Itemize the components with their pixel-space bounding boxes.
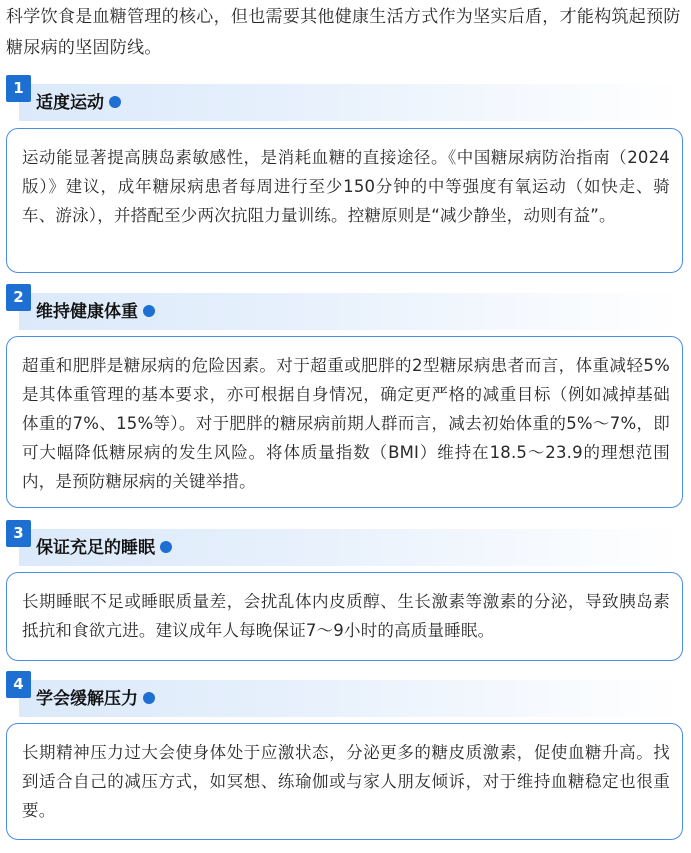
section-title-text: 维持健康体重 [36, 302, 138, 322]
section-body: 长期精神压力过大会使身体处于应激状态，分泌更多的糖皮质激素，促使血糖升高。找到适合自己的减压方式，如冥想、练瑜伽或与家人朋友倾诉，对于维持血糖稳定也很重要。 [22, 743, 670, 820]
section-title [36, 93, 121, 113]
section-title [36, 302, 155, 322]
section-card-4 [6, 723, 683, 840]
section-card-1 [6, 128, 683, 273]
section-title [36, 538, 172, 558]
dot-icon [143, 305, 155, 317]
section-header-1 [6, 75, 682, 121]
section-title-text: 保证充足的睡眠 [36, 538, 155, 558]
section-body: 超重和肥胖是糖尿病的危险因素。对于超重或肥胖的2型糖尿病患者而言，体重减轻5%是其体重管理的基本要求，亦可根据自身情况，确定更严格的减重目标（例如减掉基础体重的7%、15%等）。对于肥胖的糖尿病前期人群而言，减去初始体重的5%～7%，即可大幅降低糖尿病的发生风险。将体质量指数（BMI）维持在18.5～23.9的理想范围内，是预防糖尿病的关键举措。 [22, 356, 670, 491]
dot-icon [143, 692, 155, 704]
section-title [36, 689, 155, 709]
dot-icon [109, 96, 121, 108]
section-header-4 [6, 671, 682, 717]
section-body: 运动能显著提高胰岛素敏感性，是消耗血糖的直接途径。《中国糖尿病防治指南（2024版）》建议，成年糖尿病患者每周进行至少150分钟的中等强度有氧运动（如快走、骑车、游泳），并搭配至少两次抗阻力量训练。控糖原则是“减少静坐，动则有益”。 [22, 148, 670, 225]
dot-icon [160, 541, 172, 553]
section-number-badge: 2 [6, 284, 31, 311]
section-card-3 [6, 572, 683, 661]
section-card-2 [6, 336, 683, 508]
section-header-3 [6, 520, 682, 566]
section-body: 长期睡眠不足或睡眠质量差，会扰乱体内皮质醇、生长激素等激素的分泌，导致胰岛素抵抗和食欲亢进。建议成年人每晚保证7～9小时的高质量睡眠。 [22, 592, 670, 640]
section-number-badge: 3 [6, 520, 31, 547]
section-header-2 [6, 284, 682, 330]
section-number-badge: 4 [6, 671, 31, 698]
section-title-text: 学会缓解压力 [36, 689, 138, 709]
section-title-text: 适度运动 [36, 93, 104, 113]
intro-paragraph: 科学饮食是血糖管理的核心，但也需要其他健康生活方式作为坚实后盾，才能构筑起预防糖尿病的坚固防线。 [6, 7, 681, 58]
section-number-badge: 1 [6, 75, 31, 102]
